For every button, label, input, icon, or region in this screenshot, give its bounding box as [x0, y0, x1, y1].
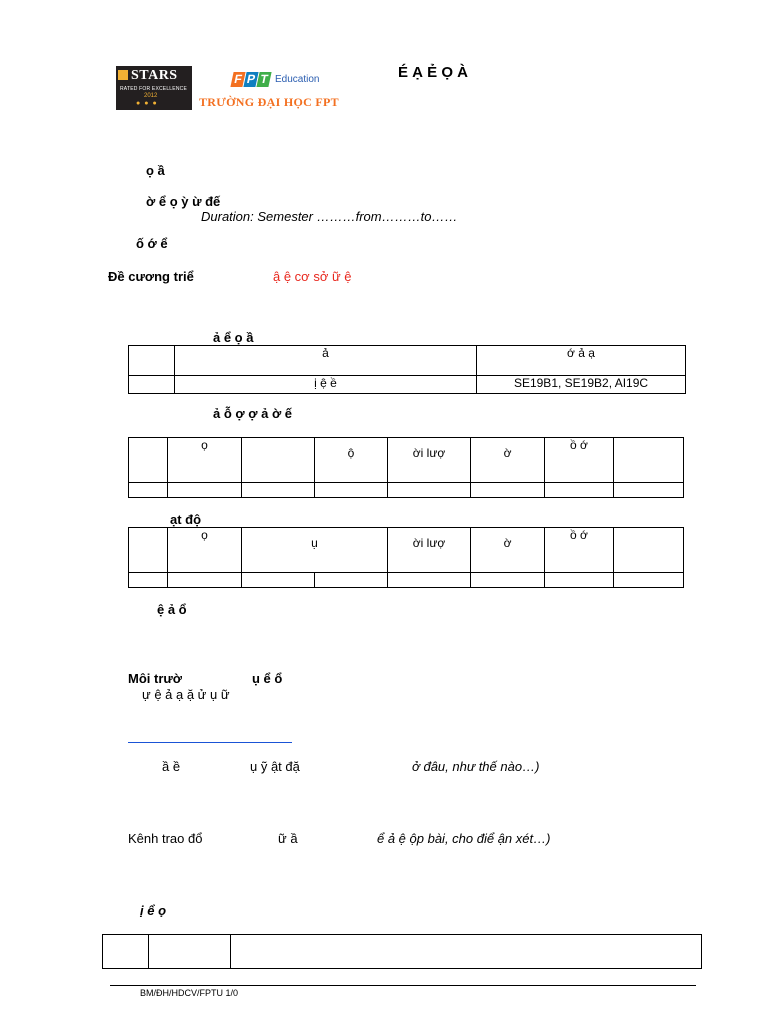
class-table-header-classes: ớ ả ạ — [477, 346, 686, 376]
table-row — [129, 483, 684, 498]
class-table-header — [129, 346, 686, 376]
tools-line-middle: ụ ỹ ật đặ — [250, 759, 300, 774]
channel-line-prefix: Kênh trao đổ — [128, 831, 203, 846]
fpt-logo-letter-f: F — [230, 72, 245, 87]
activity-table-header — [129, 528, 684, 573]
class-table-header-subject: ả — [175, 346, 477, 376]
table-row — [103, 935, 702, 969]
stars-logo-year: 2012 — [144, 93, 158, 99]
class-table-cell-classes: SE19B1, SE19B2, AI19C — [477, 376, 686, 394]
activity-table — [128, 527, 684, 588]
fpt-logo-letter-p: P — [243, 72, 258, 87]
tools-line-prefix: ầ ề — [162, 759, 181, 774]
class-table — [128, 345, 686, 394]
section-2-heading: ả ỗ ợ ợ ả ờ ế — [213, 406, 293, 421]
course-line: ọ ầ — [146, 163, 165, 178]
activity-table-header-4: ờ — [471, 528, 545, 573]
class-table-cell-no — [129, 376, 175, 394]
section-4-heading: ệ ả ổ — [157, 602, 187, 617]
environment-subtext: ự ệ ả ạ ặ ử ụ ữ — [142, 687, 230, 702]
outline-course-name: ậ ệ cơ sở ữ ệ — [273, 269, 352, 284]
support-table-header-4: ời lượ — [388, 438, 471, 483]
fpt-logo-letter-t: T — [256, 72, 271, 87]
activity-table-header-0 — [129, 528, 168, 573]
environment-heading-rest: ụ ể ổ — [252, 671, 283, 686]
support-table-header — [129, 438, 684, 483]
link-underline[interactable] — [128, 742, 292, 743]
channel-line-italic: ể ả ệ ộp bài, cho điể ận xét…) — [377, 831, 551, 846]
fpt-logo-education: Education — [275, 73, 320, 85]
table-row — [129, 573, 684, 588]
outline-label: Đề cương triể — [108, 269, 194, 284]
class-table-cell-subject: ị ệ ề — [175, 376, 477, 394]
bottom-section-heading: ị ể ọ — [140, 903, 167, 918]
activity-table-header-2: ụ — [242, 528, 388, 573]
activity-table-header-5: ồ ớ — [545, 528, 614, 573]
lecturer-line: ố ớ ể — [136, 236, 168, 251]
footer-divider — [110, 985, 696, 986]
footer-code: BM/ĐH/HDCV/FPTU 1/0 — [140, 988, 239, 998]
support-table — [128, 437, 684, 498]
stars-logo — [116, 66, 192, 110]
channel-line-middle: ữ ầ — [278, 831, 298, 846]
table-row — [129, 376, 686, 394]
tools-line-italic: ở đâu, như thế nào…) — [412, 759, 540, 774]
stars-logo-subtitle: RATED FOR EXCELLENCE — [120, 86, 187, 92]
environment-heading: Môi trườ — [128, 671, 183, 686]
support-table-header-0 — [129, 438, 168, 483]
section-3-heading: ạt độ — [170, 512, 202, 527]
stars-logo-dots: ●●● — [136, 100, 161, 107]
support-table-header-2 — [242, 438, 315, 483]
section-1-heading: ả ể ọ ầ — [213, 330, 254, 345]
document-title: É Ạ Ẻ Ọ À — [398, 64, 469, 81]
bottom-table — [102, 934, 702, 969]
activity-table-header-3: ời lượ — [388, 528, 471, 573]
support-table-header-7 — [614, 438, 684, 483]
class-table-header-no — [129, 346, 175, 376]
duration-line: Duration: Semester ………from………to…… — [201, 209, 458, 224]
stars-logo-title: STARS — [118, 68, 178, 84]
support-table-header-5: ờ — [471, 438, 545, 483]
activity-table-header-6 — [614, 528, 684, 573]
university-name: TRƯỜNG ĐẠI HỌC FPT — [199, 95, 339, 109]
activity-table-header-1: ọ — [168, 528, 242, 573]
support-table-header-3: ộ — [315, 438, 388, 483]
support-table-header-6: ồ ớ — [545, 438, 614, 483]
support-table-header-1: ọ — [168, 438, 242, 483]
fpt-logo — [232, 66, 319, 92]
semester-line: ờ ể ọ ỳ ừ đế — [146, 194, 221, 209]
